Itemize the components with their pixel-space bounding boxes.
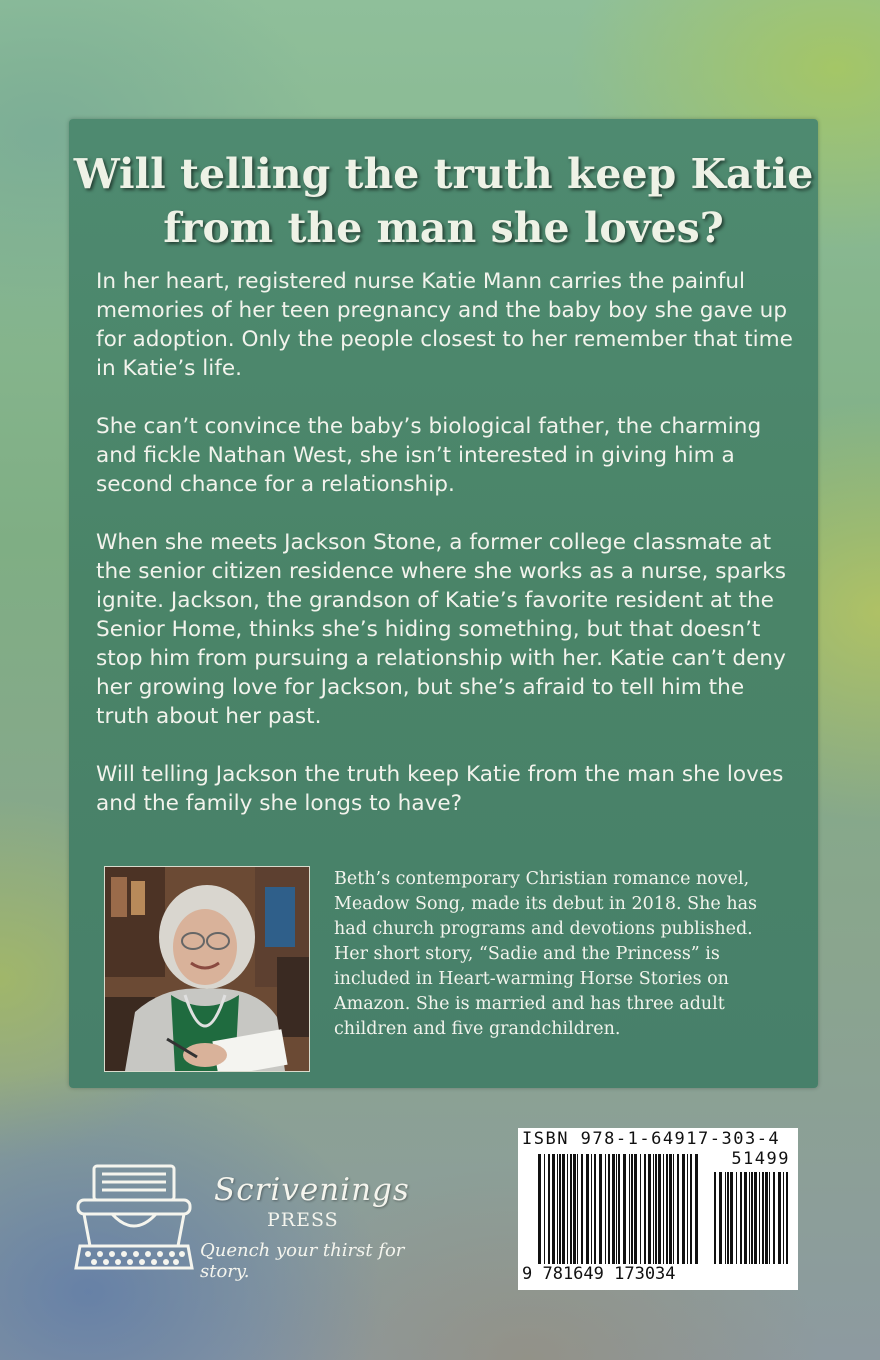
synopsis-paragraph-4: Will telling Jackson the truth keep Katie from the man she loves and the family she longs to have? [96, 762, 784, 816]
isbn-label: ISBN 978-1-64917-303-4 [522, 1129, 781, 1149]
synopsis-paragraph-1: In her heart, registered nurse Katie Mann carries the painful memories of her teen pregnancy and the baby boy she gave up for adoption. Only the people closest to her remember that time in Katie’s life. [96, 269, 793, 381]
typewriter-icon [72, 1160, 197, 1275]
synopsis-paragraph-2: She can’t convince the baby’s biological father, the charming and fickle Nathan West, she isn’t interested in giving him a second chance for a relationship. [96, 414, 762, 497]
ean-digits: 9 781649 173034 [522, 1264, 676, 1284]
price-code: 51499 [731, 1149, 790, 1169]
synopsis-paragraph-3: When she meets Jackson Stone, a former college classmate at the senior citizen residence where she works as a nurse, sparks ignite. Jackson, the grandson of Katie’s favorite resident at the Senior Home, thinks she’s hiding something, but that doesn’t stop him from pursuing a relationship with her. Katie can’t deny her growing love for Jackson, but she’s afraid to tell him the truth about her past. [96, 530, 787, 729]
headline: Will telling the truth keep Katie from the man she loves? [73, 150, 814, 252]
isbn-barcode [518, 1128, 798, 1290]
publisher-name: Scrivenings [214, 1172, 410, 1208]
author-photo [104, 866, 310, 1072]
synopsis-body [96, 267, 796, 847]
publisher-imprint: PRESS [267, 1209, 339, 1231]
publisher-tagline: Quench your thirst for story. [200, 1240, 405, 1282]
publisher-logo [72, 1160, 452, 1280]
author-bio: Beth’s contemporary Christian romance novel, Meadow Song, made its debut in 2018. She has had church programs and devotions published. Her short story, “Sadie and the Princess” is included in Heart-warming Horse Stories on Amazon. She is married and has three adult children and five grandchildren. [334, 869, 758, 1039]
synopsis-panel [69, 119, 818, 1088]
